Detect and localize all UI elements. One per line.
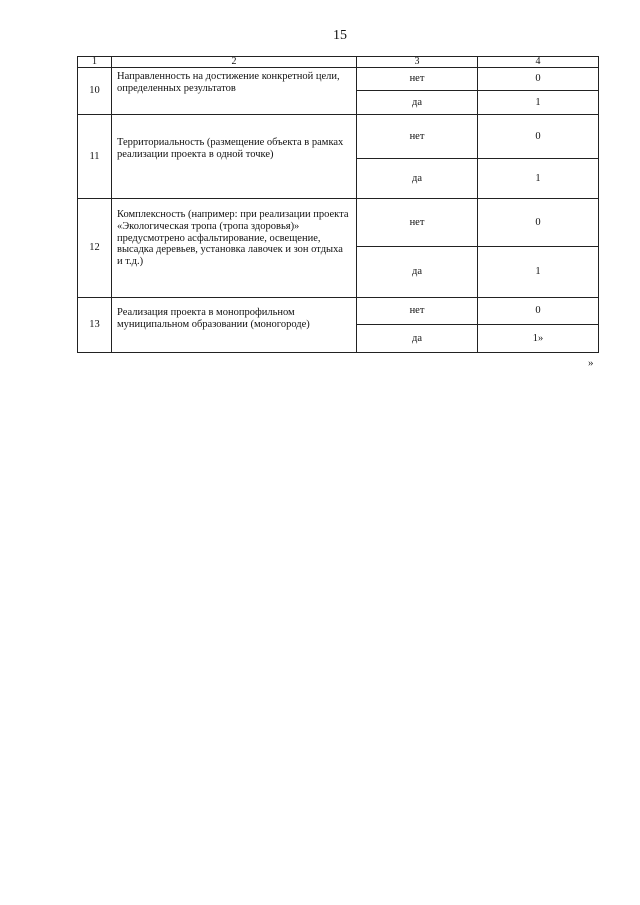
answer-cell: нет — [357, 68, 478, 91]
table-row — [78, 68, 599, 91]
row-number: 11 — [78, 115, 112, 199]
answer-cell: да — [357, 91, 478, 115]
score-cell: 0 — [478, 199, 599, 247]
table-header-row — [78, 57, 599, 68]
score-cell: 0 — [478, 68, 599, 91]
answer-cell: нет — [357, 298, 478, 325]
score-cell: 1 — [478, 247, 599, 298]
row-number: 12 — [78, 199, 112, 298]
criterion-text: Реализация проекта в монопрофильном муниципальном образовании (моногороде) — [112, 298, 357, 353]
table-row — [78, 298, 599, 325]
answer-cell: нет — [357, 115, 478, 159]
answer-cell: да — [357, 247, 478, 298]
column-header: 2 — [112, 57, 357, 68]
row-number: 13 — [78, 298, 112, 353]
page-number: 15 — [333, 28, 347, 43]
score-cell: 1» — [478, 325, 599, 353]
criterion-text: Комплексность (например: при реализации проекта «Экологическая тропа (тропа здоровья)» предусмотрено асфальтирование, освещение, высадка деревьев, установка лавочек и зон отдыха и т.д.) — [112, 199, 357, 298]
table-row — [78, 115, 599, 159]
closing-quote: » — [588, 357, 594, 369]
criterion-text: Направленность на достижение конкретной цели, определенных результатов — [112, 68, 357, 115]
criterion-text: Территориальность (размещение объекта в рамках реализации проекта в одной точке) — [112, 115, 357, 199]
score-cell: 0 — [478, 298, 599, 325]
table-row — [78, 199, 599, 247]
column-header: 1 — [78, 57, 112, 68]
column-header: 4 — [478, 57, 599, 68]
answer-cell: нет — [357, 199, 478, 247]
score-cell: 1 — [478, 91, 599, 115]
score-cell: 0 — [478, 115, 599, 159]
criteria-table — [77, 56, 599, 353]
score-cell: 1 — [478, 159, 599, 199]
row-number: 10 — [78, 68, 112, 115]
answer-cell: да — [357, 325, 478, 353]
column-header: 3 — [357, 57, 478, 68]
answer-cell: да — [357, 159, 478, 199]
